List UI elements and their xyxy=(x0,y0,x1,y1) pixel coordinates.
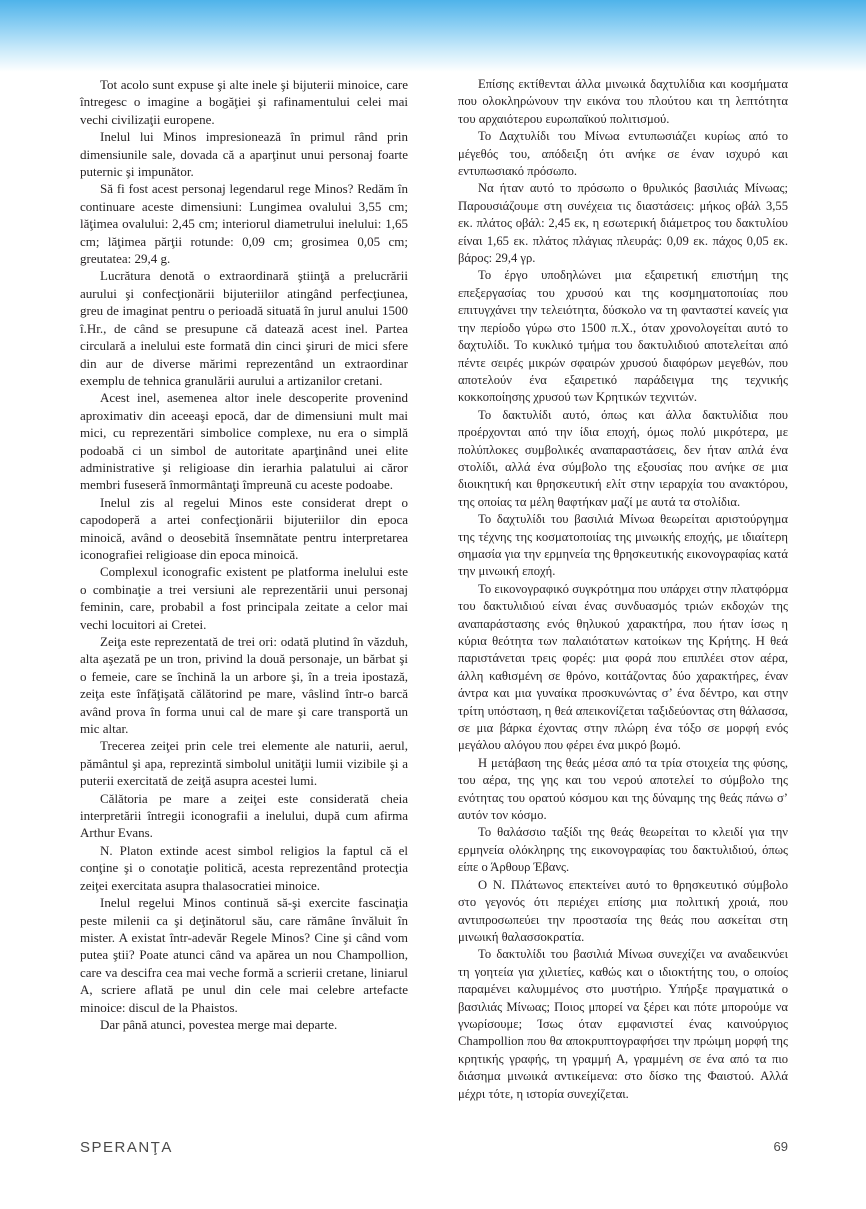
paragraph: Το δακτυλίδι αυτό, όπως και άλλα δακτυλίδια που προέρχονται από την ίδια εποχή, όμως πολύ μικρότερα, με πολύπλοκες συμβολικές αναπαραστάσεις, δεν ήταν απλά ένα στολίδι, αλλά ένα σύμβολο της εξουσίας που ανήκε σε μια διοικητική και θρησκευτική ελίτ στην ιεραρχία του ανακτόρου, της οποίας τα μέλη θαφτήκαν μαζί με αυτά τα στολίδια. xyxy=(458,407,788,509)
paragraph: Επίσης εκτίθενται άλλα μινωικά δαχτυλίδια και κοσμήματα που ολοκληρώνουν την εικόνα του πλούτου και τη λεπτότητα του αρχαιότερου ευρωπαϊκού πολιτισμού. xyxy=(458,77,788,126)
paragraph: Complexul iconografic existent pe platforma inelului este o combinaţie a trei versiuni ale reprezentării unui personaj feminin, care, probabil a fost principala zeitate a celor mai vechi locuitori ai Cretei. xyxy=(80,564,408,632)
paragraph: Inelul zis al regelui Minos este considerat drept o capodoperă a artei confecţionării bijuteriilor din epoca minoică, având o deosebită însemnătate pentru interpretarea iconografiei religioase din epoca minoică. xyxy=(80,494,408,562)
paragraph: Dar până atunci, povestea merge mai departe. xyxy=(100,1016,338,1032)
paragraph: Tot acolo sunt expuse şi alte inele şi bijuterii minoice, care întregesc o imagine a bogăţiei şi rafinamentului celei mai vechi civilizaţii europene. xyxy=(80,77,408,127)
paragraph: Ο Ν. Πλάτωνος επεκτείνει αυτό το θρησκευτικό σύμβολο στο γεγονός ότι περιέχει επίσης μια πολιτική χροιά, που αντιπροσωπεύει την προστασία της θεάς που ασκείται στη μινωική θαλασσοκρατία. xyxy=(458,877,788,944)
paragraph: Το Δαχτυλίδι του Μίνωα εντυπωσιάζει κυρίως από το μέγεθός του, απόδειξη ότι ανήκε σε έναν ισχυρό και εντυπωσιακό πρόσωπο. xyxy=(458,129,788,179)
paragraph: Acest inel, asemenea altor inele descoperite provenind aproximativ din aceeaşi epocă, dar de dimensiuni mult mai mici, cu reprezentări simbolice complexe, nu era o simplă podoabă ci un simbol de autoritate aparţinând unei elite administrative şi religioase din ierarhia palatului ai căror membri fuseseră înmormântaţi împreună cu aceste podoabe. xyxy=(80,390,408,493)
paragraph: N. Platon extinde acest simbol religios la faptul că el conţine şi o conotaţie politică, acesta reprezentând protecţia zeiţei exercitata asupra thalasocratiei minoice. xyxy=(80,842,408,893)
page-number: 69 xyxy=(773,1139,788,1154)
paragraph: Să fi fost acest personaj legendarul rege Minos? Redăm în continuare aceste dimensiuni: Lungimea ovalului 3,55 cm; lăţimea ovalului: 2,45 cm; interiorul diametrului inelului: 1,65 cm; lăţimea părţii rotunde: 0,09 cm; grosimea 0,05 cm; greutatea: 29,4 g. xyxy=(80,181,408,267)
paragraph: Călătoria pe mare a zeiţei este considerată cheia interpretării întregii iconografii a inelului, după cum afirma Arthur Evans. xyxy=(80,790,408,841)
greek-column xyxy=(458,76,788,1103)
paragraph: Το θαλάσσιο ταξίδι της θεάς θεωρείται το κλειδί για την ερμηνεία ολόκληρης της εικονογραφίας του δακτυλιδιού, όπως είπε ο Άρθουρ Έβανς. xyxy=(458,825,788,875)
romanian-column xyxy=(80,76,408,1033)
paragraph: Inelul regelui Minos continuă să-şi exercite fascinaţia peste milenii ca şi deţinătorul său, care rămâne învăluit în mister. A existat într-adevăr Regele Minos? Cine şi când vom putea ştii? Poate atunci când va apărea un nou Champollion, care va descifra cea mai veche formă a scrierii cretane, liniarul A, scriere aflată pe unul din cele mai celebre artefacte minoice: discul de la Phaistos. xyxy=(80,895,408,1015)
paragraph: Το δακτυλίδι του βασιλιά Μίνωα συνεχίζει να αναδεικνύει τη γοητεία για χιλιετίες, καθώς και ο ιδιοκτήτης του, ο οποίος παραμένει καλυμμένος στο μυστήριο. Υπήρξε πραγματικά ο βασιλιάς Μίνωας; Ποιος μπορεί να ξέρει και πότε μπορούμε να γνωρίσουμε; Ίσως όταν εμφανιστεί ένας καινούργιος Champollion που θα αποκρυπτογραφήσει την πρώιμη μορφή της κρητικής γραφής, τη γραμμή Α, γραμμένη σε ένα από τα πιο διάσημα μινωικά αντικείμενα: στο δίσκο της Φαιστού. Αλλά μέχρι τότε, η ιστορία συνεχίζεται. xyxy=(458,947,788,1101)
paragraph: Zeiţa este reprezentată de trei ori: odată plutind în văzduh, alta aşezată pe un tron, privind la două personaje, un bărbat şi o femeie, care se închină la un arbore şi, în a treia ipostază, zeiţa este înfăţişată călătorind pe mare, vâslind într-o barcă având prova în forma unui cal de mare şi care transportă un mic altar. xyxy=(80,634,408,737)
paragraph: Η μετάβαση της θεάς μέσα από τα τρία στοιχεία της φύσης, του αέρα, της γης και του νερού αποτελεί το σύμβολο της ενότητας του ορατού κόσμου και της δύναμης της θεάς πάνω σ’ αυτόν τον κόσμο. xyxy=(458,755,788,823)
paragraph: Το έργο υποδηλώνει μια εξαιρετική επιστήμη της επεξεργασίας του χρυσού και της κοσμηματοποιίας που επιτυγχάνει την τελειότητα, δύσκολο να τη φανταστεί κανείς για την περίοδο γύρω στο 1500 π.Χ., όταν χρονολογείται αυτό το δαχτυλίδι. Το κυκλικό τμήμα του δακτυλιδιού αποτελείται από πέντε σειρές μικρών σφαιρών χρυσού διαφόρων μεγεθών, που αποτελούν ένα εξαιρετικό παράδειγμα της τεχνικής κοκκοποίησης χρυσού των Κρητικών τεχνιτών. xyxy=(458,268,788,405)
paragraph: Trecerea zeiţei prin cele trei elemente ale naturii, aerul, pământul şi apa, reprezintă simbolul unităţii lumii vizibile şi a puterii exercitată de zeiţă asupra acestei lumi. xyxy=(80,738,408,789)
paragraph: Το εικονογραφικό συγκρότημα που υπάρχει στην πλατφόρμα του δακτυλιδιού είναι ένας συνδυασμός τριών εκδοχών της αναπαράστασης ενός θηλυκού χαρακτήρα, που ήταν ίσως η κύρια θεότητα των παλαιότατων κατοίκων της Κρήτης. Η θεά παριστάνεται τρεις φορές: μια φορά που επιπλέει στον αέρα, άλλη καθισμένη σε θρόνο, κοιτάζοντας δύο χαρακτήρες, έναν άντρα και μια γυναίκα προσκυνώντας σ’ ένα δέντρο, και στην τρίτη υπόσταση, η θεά απεικονίζεται ταξιδεύοντας στη θάλασσα, σε μια βάρκα έχοντας στην πλώρη ένα τόξο σε μορφή ενός μεγάλου αλόγου που φέρει ένα μικρό βωμό. xyxy=(458,581,788,753)
paragraph: Το δαχτυλίδι του βασιλιά Μίνωα θεωρείται αριστούργημα της τέχνης της κοσματοποιίας της μινωικής εποχής, με ιδιαίτερη σημασία για την ερμηνεία της θρησκευτικής εικονογραφίας κατά την μινωική εποχή. xyxy=(458,512,788,579)
header-gradient-band xyxy=(0,0,866,72)
paragraph: Να ήταν αυτό το πρόσωπο ο θρυλικός βασιλιάς Μίνωας; Παρουσιάζουμε στη συνέχεια τις διαστάσεις: μήκος οβάλ 3,55 εκ. πλάτος οβάλ: 2,45 εκ, η εσωτερική διάμετρος του δακτυλίου είναι 1,65 εκ. πλάτος πλάγιας πλευράς: 0,09 εκ. πάχος 0,05 εκ. βάρος: 29,4 γρ. xyxy=(458,181,788,266)
paragraph: Inelul lui Minos impresionează în primul rând prin dimensiunile sale, dovada că a aparţinut unui personaj foarte puternic şi impunător. xyxy=(80,129,408,180)
magazine-name: SPERANŢA xyxy=(80,1139,173,1156)
paragraph: Lucrătura denotă o extraordinară ştiinţă a prelucrării aurului şi confecţionării bijuteriilor atingând perfecţiunea, greu de imaginat pentru o perioadă situată în jurul anului 1500 î.Hr., de când se presupune că datează acest inel. Partea circulară a inelului este formată din cinci şiruri de mici sfere din aur de diverse mărimi reprezentând un extraordinar exemplu de tehnica granulării aurului a artizanilor cretani. xyxy=(80,268,408,388)
